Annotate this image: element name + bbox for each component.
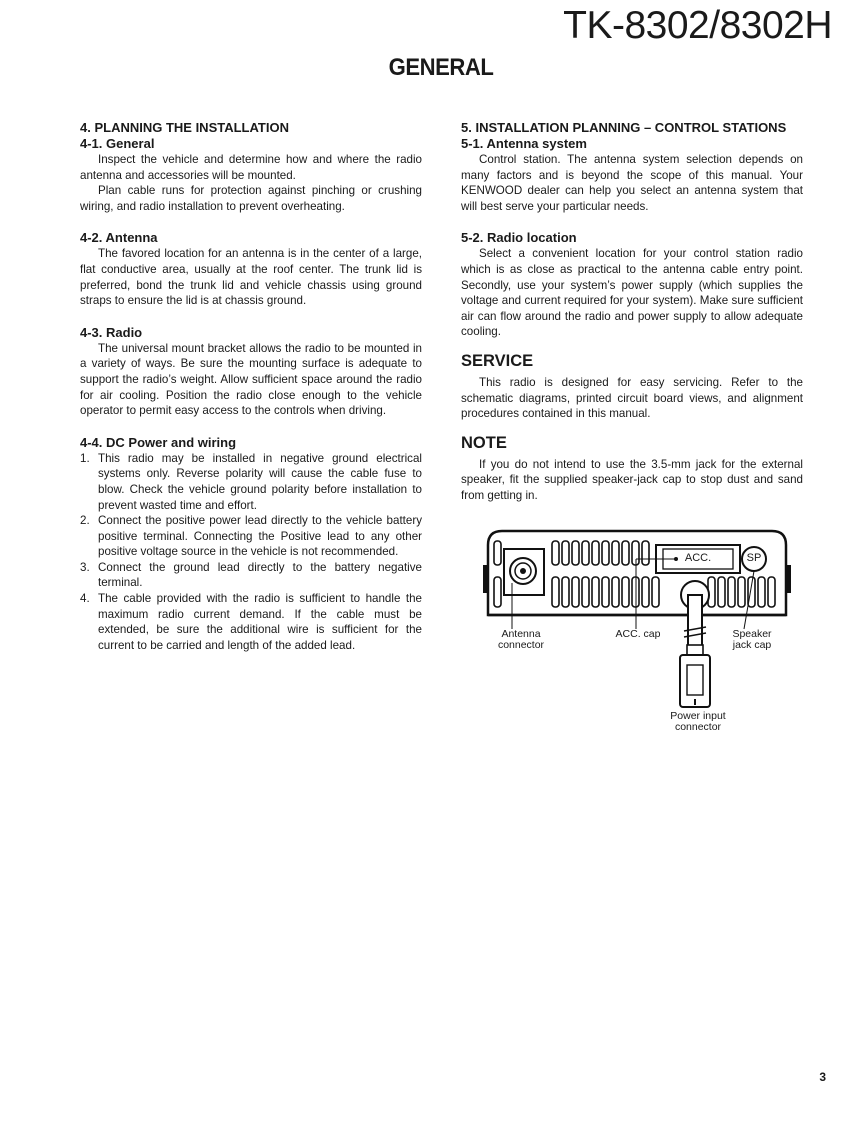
list-item <box>80 451 422 513</box>
power-input-connector-label <box>658 711 738 733</box>
label-line: Power input <box>670 710 726 722</box>
list-number: 1. <box>80 451 90 465</box>
list-item <box>80 560 422 591</box>
label-line: jack cap <box>732 639 772 651</box>
wiring-list <box>80 451 422 654</box>
left-column <box>80 120 422 653</box>
page-number: 3 <box>819 1070 826 1084</box>
list-text: Connect the positive power lead directly to the vehicle battery positive terminal. Connecting the Positive lead to any other positive voltage source in the vehicle is not recommended. <box>98 514 422 559</box>
subheading-antenna-system: 5-1. Antenna system <box>461 136 587 151</box>
subheading-dc-power: 4-4. DC Power and wiring <box>80 434 237 450</box>
section-heading-control-stations: 5. INSTALLATION PLANNING – CONTROL STATIONS <box>461 120 787 135</box>
acc-port-label: ACC. <box>684 552 712 564</box>
subheading-antenna: 4-2. Antenna <box>80 230 158 246</box>
acc-cap-label: ACC. cap <box>615 628 661 640</box>
paragraph: Select a convenient location for your control station radio which is as close as practical to the antenna cable entry point. Secondly, use your system’s power supply (which supplies the voltage and current required for your system). Make sure sufficient air can flow around the radio and power supply to allow adequate cooling. <box>461 247 803 339</box>
paragraph: The universal mount bracket allows the radio to be mounted in a variety of ways. Be sure the mounting surface is adequate to support the radio’s weight. Allow sufficient space around the radio for air cooling. Position the radio close enough to the vehicle operator to permit easy access to the controls when driving. <box>80 341 422 418</box>
antenna-connector-label <box>486 629 556 651</box>
list-text: The cable provided with the radio is sufficient to handle the maximum radio current demand. If the cable must be extended, be sure the additional wire is sufficient for the current to be carried and length of the added lead. <box>98 592 422 652</box>
list-number: 3. <box>80 560 90 574</box>
service-heading: SERVICE <box>461 351 534 370</box>
speaker-jack-cap-label <box>720 629 784 651</box>
section-heading-planning: 4. PLANNING THE INSTALLATION <box>80 120 289 135</box>
note-heading: NOTE <box>461 433 507 452</box>
page-title: GENERAL <box>388 54 494 81</box>
label-line: Speaker <box>732 628 772 640</box>
right-column <box>461 120 803 504</box>
paragraph: Inspect the vehicle and determine how and where the radio antenna and accessories will be mounted. <box>80 153 422 182</box>
model-title: TK-8302/8302H <box>563 4 832 47</box>
paragraph: If you do not intend to use the 3.5-mm jack for the external speaker, fit the supplied speaker-jack cap to stop dust and sand from getting in. <box>461 457 803 502</box>
label-line: connector <box>497 639 545 651</box>
list-item <box>80 591 422 653</box>
list-number: 2. <box>80 514 90 528</box>
paragraph: The favored location for an antenna is in the center of a large, flat conductive area, usually at the roof center. The trunk lid is preferred, bond the trunk lid and vehicle chassis using ground straps to ensure the lid is at chassis ground. <box>80 247 422 308</box>
sp-port-label: SP <box>746 552 762 564</box>
paragraph: Plan cable runs for protection against pinching or crushing wiring, and radio installation to prevent overheating. <box>80 184 422 213</box>
radio-rear-panel-figure <box>482 527 792 742</box>
list-text: Connect the ground lead directly to the battery negative terminal. <box>98 560 422 590</box>
label-line: Antenna <box>501 628 541 640</box>
list-text: This radio may be installed in negative ground electrical systems only. Reverse polarity will cause the cable fuse to blow. Check the vehicle ground polarity before installation to prevent wasted time and effort. <box>98 451 422 512</box>
paragraph: This radio is designed for easy servicing. Refer to the schematic diagrams, printed circuit board views, and alignment procedures contained in this manual. <box>461 375 803 421</box>
subheading-radio: 4-3. Radio <box>80 324 143 340</box>
list-number: 4. <box>80 592 90 606</box>
subheading-radio-location: 5-2. Radio location <box>461 230 577 246</box>
list-item <box>80 513 422 560</box>
label-line: connector <box>674 721 722 733</box>
subheading-general: 4-1. General <box>80 136 155 151</box>
paragraph: Control station. The antenna system selection depends on many factors and is beyond the scope of this manual. Your KENWOOD dealer can help you select an antenna system that will best serve your particular needs. <box>461 153 803 213</box>
